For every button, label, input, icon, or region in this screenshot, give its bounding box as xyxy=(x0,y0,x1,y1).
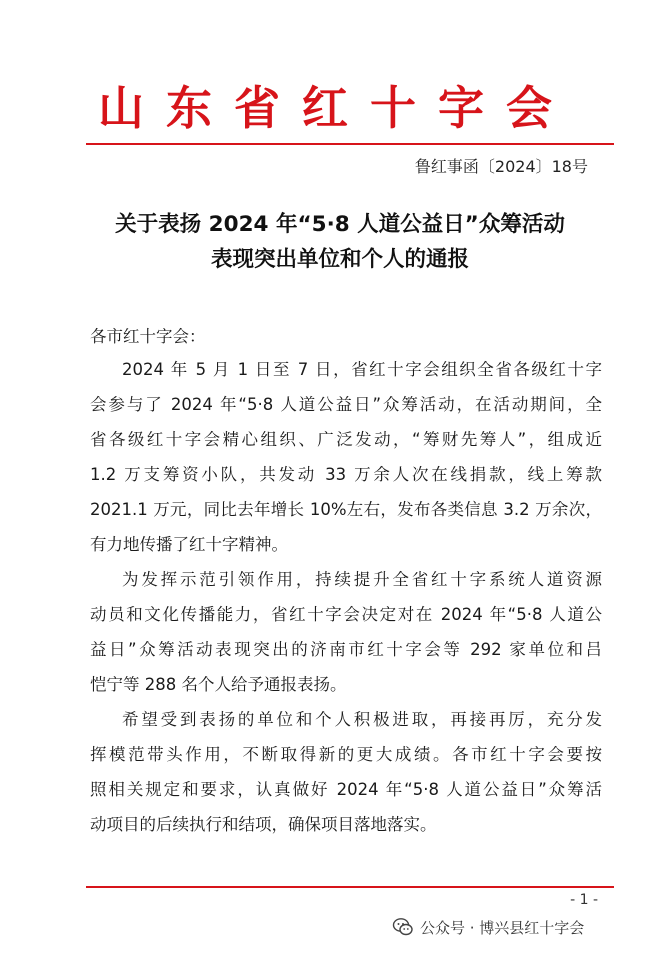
paragraph-2-line: 动员和文化传播能力，省红十字会决定对在 2024 年“5·8 人道公 xyxy=(90,605,602,624)
paragraph-3-line: 希望受到表扬的单位和个人积极进取，再接再厉，充分发 xyxy=(122,710,602,729)
paragraph-2-line: 为发挥示范引领作用，持续提升全省红十字系统人道资源 xyxy=(122,570,602,589)
paragraph-1-line: 2021.1 万元，同比去年增长 10%左右，发布各类信息 3.2 万余次， xyxy=(90,500,602,519)
paragraph-3-line: 照相关规定和要求，认真做好 2024 年“5·8 人道公益日”众筹活 xyxy=(90,780,602,799)
salutation: 各市红十字会： xyxy=(90,327,206,346)
paragraph-1-line: 2024 年 5 月 1 日至 7 日，省红十字会组织全省各级红十字 xyxy=(122,360,602,379)
footer-red-rule xyxy=(86,886,614,888)
watermark-text: 公众号 · 博兴县红十字会 xyxy=(420,918,585,937)
paragraph-1-line: 会参与了 2024 年“5·8 人道公益日”众筹活动，在活动期间，全 xyxy=(90,395,602,414)
paragraph-1-line: 有力地传播了红十字精神。 xyxy=(90,535,288,554)
paragraph-1-line: 1.2 万支筹资小队，共发动 33 万余人次在线捐款，线上筹款 xyxy=(90,465,602,484)
page-number: - 1 - xyxy=(570,892,598,908)
paragraph-2-line: 益日”众筹活动表现突出的济南市红十字会等 292 家单位和吕 xyxy=(90,640,602,659)
paragraph-3-line: 挥模范带头作用，不断取得新的更大成绩。各市红十字会要按 xyxy=(90,745,602,764)
paragraph-2-line: 恺宁等 288 名个人给予通报表扬。 xyxy=(90,675,347,694)
header-red-rule xyxy=(86,143,614,145)
wechat-watermark xyxy=(392,914,584,940)
letterhead-title: 山东省红十字会 xyxy=(98,81,574,135)
document-title-line-1: 关于表扬 2024 年“5·8 人道公益日”众筹活动 xyxy=(115,212,565,237)
document-title-line-2: 表现突出单位和个人的通报 xyxy=(210,247,469,272)
document-number: 鲁红事函〔2024〕18号 xyxy=(414,157,588,176)
paragraph-3-line: 动项目的后续执行和结项，确保项目落地落实。 xyxy=(90,815,437,834)
wechat-icon xyxy=(392,916,414,938)
paragraph-1-line: 省各级红十字会精心组织、广泛发动，“筹财先筹人”，组成近 xyxy=(90,430,602,449)
